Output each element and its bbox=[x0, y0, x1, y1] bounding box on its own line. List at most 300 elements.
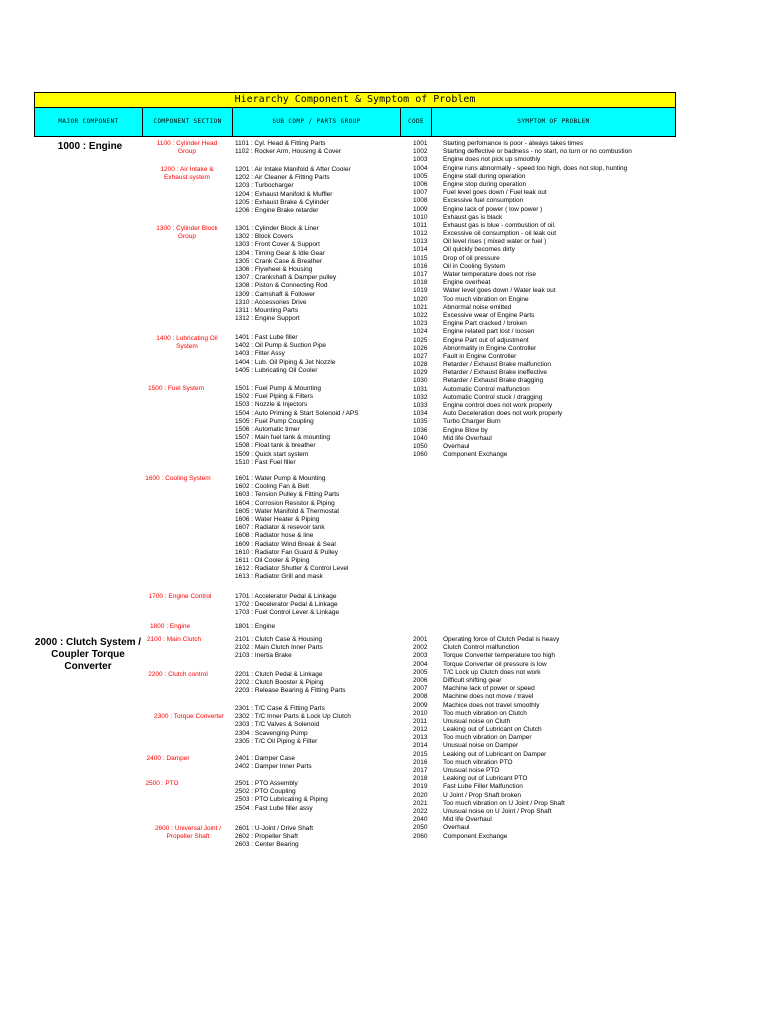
symptom-code: 1030 bbox=[413, 377, 428, 385]
section-2600: 2600 : Universal Joint / Propeller Shaft bbox=[154, 825, 222, 840]
symptom-text: Oil quickly becomes dirty bbox=[443, 246, 515, 254]
symptom-code: 1018 bbox=[413, 279, 428, 287]
symptom-code: 2019 bbox=[413, 783, 428, 791]
symptom-text: Abnormal noise emitted bbox=[443, 303, 512, 311]
parts-item: 2302 : T/C Inner Parts & Lock Up Clutch bbox=[235, 713, 351, 721]
symptom-code: 1001 bbox=[413, 140, 428, 147]
symptom-text: Machine does not move / travel bbox=[443, 693, 534, 701]
parts-item: 2503 : PTO Lubricating & Piping bbox=[235, 796, 328, 804]
symptom-row bbox=[413, 669, 565, 677]
symptom-code: 1023 bbox=[413, 320, 428, 328]
symptom-row bbox=[413, 410, 632, 418]
symptom-list-clutch bbox=[413, 636, 565, 841]
section-2400: 2400 : Damper bbox=[146, 755, 190, 762]
symptom-text: Exhaust gas is black bbox=[443, 213, 503, 221]
parts-item: 1404 : Lub. Oil Piping & Jet Nozzle bbox=[235, 358, 336, 366]
symptom-code: 1006 bbox=[413, 180, 428, 188]
symptom-text: Torque Converter temperature too high bbox=[443, 652, 556, 660]
section-1300: 1300 : Cylinder Block Group bbox=[156, 225, 218, 240]
parts-item: 1504 : Auto Priming & Start Solenoid / APS bbox=[235, 409, 359, 417]
symptom-code: 2010 bbox=[413, 709, 428, 717]
symptom-code: 2015 bbox=[413, 750, 428, 758]
symptom-text: Engine lack of power ( low power ) bbox=[443, 205, 543, 213]
symptom-row bbox=[413, 206, 632, 214]
symptom-text: Too much vibration on Engine bbox=[443, 295, 529, 303]
symptom-code: 1005 bbox=[413, 172, 428, 180]
symptom-code: 1035 bbox=[413, 418, 428, 426]
parts-item: 1508 : Float tank & breather bbox=[235, 442, 316, 450]
parts-item: 2602 : Propeller Shaft bbox=[235, 833, 298, 841]
symptom-row bbox=[413, 238, 632, 246]
parts-item: 1205 : Exhaust Brake & Cylinder bbox=[235, 198, 329, 206]
section-2500: 2500 : PTO bbox=[145, 780, 179, 787]
symptom-code: 1009 bbox=[413, 205, 428, 213]
parts-item: 1611 : Oil Cooler & Piping bbox=[235, 556, 310, 564]
parts-item: 1612 : Radiator Shutter & Control Level bbox=[235, 565, 349, 573]
section-1400: 1400 : Lubricating Oil System bbox=[156, 335, 218, 350]
symptom-code: 2021 bbox=[413, 799, 428, 807]
symptom-row bbox=[413, 255, 632, 263]
symptom-text: Unusual noise PTO bbox=[443, 767, 500, 774]
symptom-code: 1034 bbox=[413, 410, 428, 418]
symptom-text: Too much vibration on Clutch bbox=[443, 709, 527, 717]
symptom-row bbox=[413, 767, 565, 775]
symptom-code: 2050 bbox=[413, 824, 428, 832]
symptom-row bbox=[413, 214, 632, 222]
symptom-row bbox=[413, 304, 632, 312]
symptom-code: 1040 bbox=[413, 434, 428, 442]
symptom-code: 1013 bbox=[413, 238, 428, 246]
symptom-code: 1026 bbox=[413, 344, 428, 352]
parts-item: 1303 : Front Cover & Support bbox=[235, 241, 320, 249]
symptom-row bbox=[413, 800, 565, 808]
parts-list-1800 bbox=[235, 623, 275, 631]
parts-item: 2201 : Clutch Pedal & Linkage bbox=[235, 671, 323, 678]
parts-item: 1403 : Filter Assy bbox=[235, 350, 285, 358]
parts-item: 2601 : U-Joint / Drive Shaft bbox=[235, 825, 314, 832]
parts-item: 2301 : T/C Case & Fitting Parts bbox=[235, 705, 325, 712]
parts-item: 1506 : Automatic timer bbox=[235, 425, 300, 433]
symptom-row bbox=[413, 140, 632, 148]
symptom-row bbox=[413, 742, 565, 750]
symptom-code: 2009 bbox=[413, 701, 428, 709]
symptom-text: Unusual noise on Cluth bbox=[443, 717, 511, 725]
symptom-code: 2005 bbox=[413, 668, 428, 676]
parts-item: 2603 : Center Bearing bbox=[235, 841, 299, 849]
parts-list-1600 bbox=[235, 475, 348, 581]
symptom-row bbox=[413, 394, 632, 402]
symptom-row bbox=[413, 279, 632, 287]
symptom-row bbox=[413, 726, 565, 734]
symptom-code: 2018 bbox=[413, 775, 428, 783]
symptom-row bbox=[413, 353, 632, 361]
symptom-code: 1036 bbox=[413, 426, 428, 434]
symptom-row bbox=[413, 296, 632, 304]
symptom-text: Excessive fuel consumption bbox=[443, 197, 524, 205]
symptom-text: Operating force of Clutch Pedal is heavy bbox=[443, 636, 560, 643]
symptom-row bbox=[413, 173, 632, 181]
symptom-row bbox=[413, 418, 632, 426]
symptom-row bbox=[413, 652, 565, 660]
symptom-text: Oil in Cooling System bbox=[443, 262, 506, 270]
symptom-code: 1002 bbox=[413, 148, 428, 156]
symptom-text: Retarder / Exhaust Brake ineffective bbox=[443, 369, 547, 377]
symptom-text: Difficult shifting gear bbox=[443, 676, 502, 684]
symptom-row bbox=[413, 775, 565, 783]
symptom-text: Too much vibration on U Joint / Prop Shaft bbox=[443, 799, 565, 807]
symptom-text: Drop of oil pressure bbox=[443, 254, 500, 262]
parts-item: 1509 : Quick start system bbox=[235, 450, 309, 458]
symptom-code: 2060 bbox=[413, 832, 428, 840]
symptom-text: T/C Lock up Clutch does not work bbox=[443, 668, 541, 676]
symptom-text: Overhaul bbox=[443, 824, 470, 832]
parts-item: 2102 : Main Clutch Inner Parts bbox=[235, 644, 323, 652]
symptom-row bbox=[413, 361, 632, 369]
parts-item: 1501 : Fuel Pump & Mounting bbox=[235, 385, 321, 392]
symptom-row bbox=[413, 189, 632, 197]
parts-item: 1309 : Camshaft & Follower bbox=[235, 290, 316, 298]
symptom-code: 2017 bbox=[413, 767, 428, 774]
parts-item: 1505 : Fuel Pump Coupling bbox=[235, 417, 314, 425]
symptom-text: Torque Converter oil pressure is low bbox=[443, 660, 547, 668]
symptom-row bbox=[413, 685, 565, 693]
symptom-code: 2008 bbox=[413, 693, 428, 701]
major-component-engine: 1000 : Engine bbox=[57, 141, 123, 152]
header-code: CODE bbox=[401, 108, 432, 136]
symptom-code: 2004 bbox=[413, 660, 428, 668]
symptom-row bbox=[413, 148, 632, 156]
parts-item: 2304 : Scavenging Pump bbox=[235, 729, 308, 737]
symptom-text: Engine Part cracked / broken bbox=[443, 320, 527, 328]
symptom-text: Leaking out of Lubricant on Damper bbox=[443, 750, 547, 758]
symptom-code: 1015 bbox=[413, 254, 428, 262]
parts-item: 1703 : Fuel Control Lever & Linkage bbox=[235, 609, 340, 617]
symptom-text: Leaking out of Lubricant on Clutch bbox=[443, 726, 542, 734]
symptom-text: Automatic Control malfunction bbox=[443, 385, 530, 393]
symptom-row bbox=[413, 345, 632, 353]
parts-item: 1503 : Nozzle & Injectors bbox=[235, 401, 308, 409]
parts-item: 1401 : Fast Lube filler bbox=[235, 334, 298, 341]
parts-item: 1702 : Decelerator Pedal & Linkage bbox=[235, 601, 338, 609]
symptom-row bbox=[413, 816, 565, 824]
symptom-text: Engine Blow by bbox=[443, 426, 488, 434]
symptom-text: Too much vibration PTO bbox=[443, 758, 513, 766]
symptom-text: Fault in Engine Controller bbox=[443, 352, 517, 360]
parts-item: 1502 : Fuel Piping & Filters bbox=[235, 393, 314, 401]
parts-item: 1311 : Mounting Parts bbox=[235, 306, 299, 314]
parts-item: 1610 : Radiator Fan Guard & Pulley bbox=[235, 548, 338, 556]
symptom-text: Overhaul bbox=[443, 442, 470, 450]
parts-list-1100 bbox=[235, 140, 341, 156]
symptom-row bbox=[413, 824, 565, 832]
symptom-row bbox=[413, 369, 632, 377]
symptom-row bbox=[413, 287, 632, 295]
parts-item: 1308 : Piston & Connecting Rod bbox=[235, 282, 328, 290]
symptom-code: 1014 bbox=[413, 246, 428, 254]
symptom-text: U Joint / Prop Shaft broken bbox=[443, 791, 522, 799]
symptom-row bbox=[413, 222, 632, 230]
symptom-text: Starting deffective or badness - no start, no turn or no combustion bbox=[443, 148, 632, 156]
symptom-code: 1017 bbox=[413, 271, 428, 278]
header-major-component: MAJOR COMPONENT bbox=[35, 108, 143, 136]
symptom-row bbox=[413, 710, 565, 718]
symptom-row bbox=[413, 328, 632, 336]
symptom-code: 2016 bbox=[413, 758, 428, 766]
parts-item: 1603 : Tension Pulley & Fitting Parts bbox=[235, 491, 340, 499]
symptom-code: 1003 bbox=[413, 156, 428, 164]
parts-item: 1310 : Accessories Drive bbox=[235, 298, 307, 306]
symptom-text: Unusual noise on U Joint / Prop Shaft bbox=[443, 807, 552, 815]
parts-item: 1602 : Cooling Fan & Belt bbox=[235, 483, 310, 491]
parts-item: 1601 : Water Pump & Mounting bbox=[235, 475, 326, 482]
parts-item: 1204 : Exhaust Manifold & Muffler bbox=[235, 190, 333, 198]
parts-item: 1203 : Turbocharger bbox=[235, 182, 294, 190]
symptom-code: 2012 bbox=[413, 726, 428, 734]
symptom-text: Engine Part out of adjustment bbox=[443, 336, 529, 344]
symptom-text: Water level goes down / Water leak out bbox=[443, 287, 556, 295]
parts-item: 1801 : Engine bbox=[235, 623, 276, 630]
parts-list-1700 bbox=[235, 593, 339, 618]
symptom-code: 2011 bbox=[413, 717, 427, 725]
symptom-code: 2003 bbox=[413, 652, 428, 660]
symptom-row bbox=[413, 451, 632, 459]
section-1700: 1700 : Engine Control bbox=[148, 593, 212, 600]
parts-list-2300 bbox=[235, 705, 351, 746]
parts-item: 2502 : PTO Coupling bbox=[235, 788, 296, 796]
symptom-code: 1008 bbox=[413, 197, 428, 205]
header-component-section: COMPONENT SECTION bbox=[143, 108, 233, 136]
header-sub-comp: SUB COMP / PARTS GROUP bbox=[233, 108, 401, 136]
symptom-text: Engine control does not work properly bbox=[443, 402, 553, 409]
symptom-text: Engine related part lost / loosen bbox=[443, 328, 535, 336]
section-1800: 1800 : Engine bbox=[149, 623, 191, 630]
symptom-code: 1004 bbox=[413, 164, 428, 172]
symptom-text: Engine overheat bbox=[443, 279, 491, 287]
parts-item: 2305 : T/C Oil Piping & Filter bbox=[235, 737, 318, 745]
symptom-row bbox=[413, 661, 565, 669]
symptom-code: 1020 bbox=[413, 295, 428, 303]
symptom-code: 1007 bbox=[413, 189, 428, 197]
parts-item: 1510 : Fast Fuel filler bbox=[235, 458, 296, 466]
symptom-code: 1016 bbox=[413, 262, 428, 270]
symptom-text: Mid life Overhaul bbox=[443, 816, 492, 824]
symptom-text: Machice does not travel smoothly bbox=[443, 701, 540, 709]
parts-item: 1405 : Lubricating Oil Cooler bbox=[235, 366, 318, 374]
symptom-text: Too much vibration on Damper bbox=[443, 734, 532, 742]
parts-list-2500 bbox=[235, 780, 328, 813]
section-2100: 2100 : Main Clutch bbox=[146, 636, 202, 643]
parts-item: 1606 : Water Heater & Piping bbox=[235, 515, 320, 523]
parts-item: 1701 : Accelerator Pedal & Linkage bbox=[235, 593, 337, 600]
parts-item: 1605 : Water Manifold & Thermostat bbox=[235, 507, 340, 515]
symptom-row bbox=[413, 677, 565, 685]
parts-list-2200 bbox=[235, 671, 346, 696]
symptom-row bbox=[413, 337, 632, 345]
symptom-row bbox=[413, 751, 565, 759]
symptom-text: Fuel level goes down / Fuel leak out bbox=[443, 189, 547, 197]
symptom-code: 1029 bbox=[413, 369, 428, 377]
symptom-row bbox=[413, 783, 565, 791]
symptom-code: 1060 bbox=[413, 451, 428, 459]
parts-item: 2504 : Fast Lube filler assy bbox=[235, 804, 313, 812]
section-1100: 1100 : Cylinder Head Group bbox=[156, 140, 218, 155]
parts-item: 1305 : Crank Case & Breather bbox=[235, 257, 323, 265]
parts-item: 1201 : Air Intake Manifold & After Cooler bbox=[235, 166, 351, 173]
symptom-row bbox=[413, 246, 632, 254]
symptom-row bbox=[413, 702, 565, 710]
symptom-row bbox=[413, 718, 565, 726]
section-1600: 1600 : Cooling System bbox=[145, 475, 211, 482]
symptom-text: Abnormality in Engine Controller bbox=[443, 344, 537, 352]
symptom-code: 1012 bbox=[413, 230, 428, 238]
symptom-code: 1019 bbox=[413, 287, 428, 295]
symptom-row bbox=[413, 734, 565, 742]
symptom-row bbox=[413, 636, 565, 644]
symptom-row bbox=[413, 386, 632, 394]
symptom-row bbox=[413, 263, 632, 271]
symptom-text: Automatic Control stuck / dragging bbox=[443, 393, 543, 401]
parts-item: 1613 : Radiator Grill and mask bbox=[235, 573, 323, 581]
symptom-code: 1024 bbox=[413, 328, 428, 336]
parts-item: 1607 : Radiator & resevoir tank bbox=[235, 524, 325, 532]
symptom-text: Exhaust gas is blue - combustion of oil. bbox=[443, 221, 556, 229]
parts-item: 2401 : Damper Case bbox=[235, 755, 295, 762]
parts-list-1200 bbox=[235, 166, 351, 215]
symptom-row bbox=[413, 427, 632, 435]
symptom-code: 2040 bbox=[413, 816, 428, 824]
symptom-text: Machine lack of power or speed bbox=[443, 685, 535, 693]
section-2300: 2300 : Torque Converter bbox=[154, 713, 224, 720]
symptom-code: 2001 bbox=[413, 636, 428, 643]
symptom-row bbox=[413, 833, 565, 841]
parts-item: 1102 : Rocker Arm, Housing & Cover bbox=[235, 148, 342, 156]
parts-list-1500 bbox=[235, 385, 359, 467]
symptom-code: 1033 bbox=[413, 402, 428, 409]
symptom-code: 2022 bbox=[413, 807, 428, 815]
symptom-code: 2006 bbox=[413, 676, 428, 684]
parts-list-2400 bbox=[235, 755, 312, 771]
parts-item: 1301 : Cylinder Block & Liner bbox=[235, 225, 319, 232]
sheet-title: Hierarchy Component & Symptom of Problem bbox=[34, 92, 676, 108]
parts-list-2600 bbox=[235, 825, 313, 850]
symptom-row bbox=[413, 197, 632, 205]
parts-item: 1206 : Engine Brake retarder bbox=[235, 206, 319, 214]
symptom-code: 2013 bbox=[413, 734, 428, 742]
symptom-code: 1050 bbox=[413, 442, 428, 450]
symptom-row bbox=[413, 271, 632, 279]
parts-item: 1101 : Cyl. Head & Fitting Parts bbox=[235, 140, 326, 147]
symptom-text: Engine stop during operation bbox=[443, 180, 527, 188]
symptom-text: Engine does not pick up smoothly bbox=[443, 156, 541, 164]
symptom-row bbox=[413, 312, 632, 320]
symptom-code: 1011 bbox=[413, 221, 427, 229]
parts-list-1400 bbox=[235, 334, 335, 375]
symptom-row bbox=[413, 644, 565, 652]
symptom-code: 2020 bbox=[413, 791, 428, 799]
symptom-row bbox=[413, 759, 565, 767]
symptom-text: Component Exchange bbox=[443, 451, 508, 459]
parts-item: 1609 : Radiator Wind Break & Seal bbox=[235, 540, 336, 548]
symptom-text: Fast Lube Filler Malfunction bbox=[443, 783, 523, 791]
symptom-text: Engine stall during operation bbox=[443, 172, 526, 180]
parts-item: 2101 : Clutch Case & Housing bbox=[235, 636, 323, 643]
header-row bbox=[34, 108, 676, 137]
symptom-text: Auto Deceleration does not work properly bbox=[443, 410, 563, 418]
symptom-row bbox=[413, 230, 632, 238]
symptom-code: 1025 bbox=[413, 336, 428, 344]
parts-item: 1304 : Timing Gear & Idle Gear bbox=[235, 249, 325, 257]
symptom-text: Water temperature does not rise bbox=[443, 271, 536, 278]
parts-item: 1306 : Flywheel & Housing bbox=[235, 265, 313, 273]
symptom-code: 1010 bbox=[413, 213, 428, 221]
symptom-row bbox=[413, 320, 632, 328]
parts-item: 1202 : Air Cleaner & Fitting Parts bbox=[235, 174, 330, 182]
parts-list-2100 bbox=[235, 636, 323, 661]
section-1500: 1500 : Fuel System bbox=[148, 385, 204, 392]
parts-item: 1402 : Oil Pump & Suction Pipe bbox=[235, 342, 327, 350]
symptom-text: Retarder / Exhaust Brake malfunction bbox=[443, 361, 552, 369]
symptom-text: Excessive wear of Engine Parts bbox=[443, 311, 535, 319]
symptom-code: 1022 bbox=[413, 311, 428, 319]
parts-item: 2202 : Clutch Booster & Piping bbox=[235, 679, 324, 687]
symptom-code: 1027 bbox=[413, 352, 428, 360]
symptom-row bbox=[413, 156, 632, 164]
parts-item: 2402 : Damper Inner Parts bbox=[235, 763, 312, 771]
symptom-text: Leaking out of Lubricant PTO bbox=[443, 775, 528, 783]
symptom-row bbox=[413, 377, 632, 385]
symptom-code: 2007 bbox=[413, 685, 428, 693]
symptom-code: 1031 bbox=[413, 385, 428, 393]
parts-item: 1604 : Corrosion Resistor & Piping bbox=[235, 499, 335, 507]
symptom-code: 1028 bbox=[413, 361, 428, 369]
parts-item: 1307 : Crankshaft & Damper pulley bbox=[235, 274, 337, 282]
symptom-code: 2014 bbox=[413, 742, 428, 750]
symptom-text: Retarder / Exhaust Brake dragging bbox=[443, 377, 544, 385]
parts-list-1300 bbox=[235, 225, 336, 323]
symptom-code: 1032 bbox=[413, 393, 428, 401]
symptom-row bbox=[413, 792, 565, 800]
symptom-text: Mid life Overhaul bbox=[443, 434, 492, 442]
symptom-row bbox=[413, 693, 565, 701]
symptom-row bbox=[413, 181, 632, 189]
symptom-text: Starting perfomance is poor - always takes times bbox=[443, 140, 584, 147]
symptom-text: Component Exchange bbox=[443, 832, 508, 840]
parts-item: 1302 : Block Covers bbox=[235, 233, 294, 241]
parts-item: 1608 : Radiator hose & line bbox=[235, 532, 314, 540]
section-1200: 1200 : Air Intake & Exhaust system bbox=[160, 166, 214, 181]
symptom-row bbox=[413, 402, 632, 410]
symptom-code: 1021 bbox=[413, 303, 428, 311]
symptom-code: 2002 bbox=[413, 644, 428, 652]
major-component-clutch: 2000 : Clutch System / Coupler Torque Converter bbox=[34, 637, 142, 672]
hierarchy-sheet bbox=[34, 92, 676, 137]
symptom-row bbox=[413, 808, 565, 816]
symptom-text: Turbo Charger Burn bbox=[443, 418, 501, 426]
symptom-text: Engine runs abnormally - speed too high, does not stop, hunting bbox=[443, 164, 628, 172]
parts-item: 2103 : Inertia Brake bbox=[235, 652, 292, 660]
symptom-row bbox=[413, 443, 632, 451]
header-symptom: SYMPTOM OF PROBLEM bbox=[517, 118, 590, 125]
symptom-text: Clutch Control malfunction bbox=[443, 644, 520, 652]
symptom-text: Unusual noise on Damper bbox=[443, 742, 519, 750]
parts-item: 1312 : Engine Support bbox=[235, 315, 300, 323]
parts-item: 2203 : Release Bearing & Fitting Parts bbox=[235, 687, 346, 695]
section-2200: 2200 : Clutch control bbox=[148, 671, 208, 678]
symptom-row bbox=[413, 165, 632, 173]
symptom-text: Excessive oil consumption - oil leak out bbox=[443, 230, 557, 238]
parts-item: 2303 : T/C Valves & Solenoid bbox=[235, 721, 320, 729]
symptom-row bbox=[413, 435, 632, 443]
